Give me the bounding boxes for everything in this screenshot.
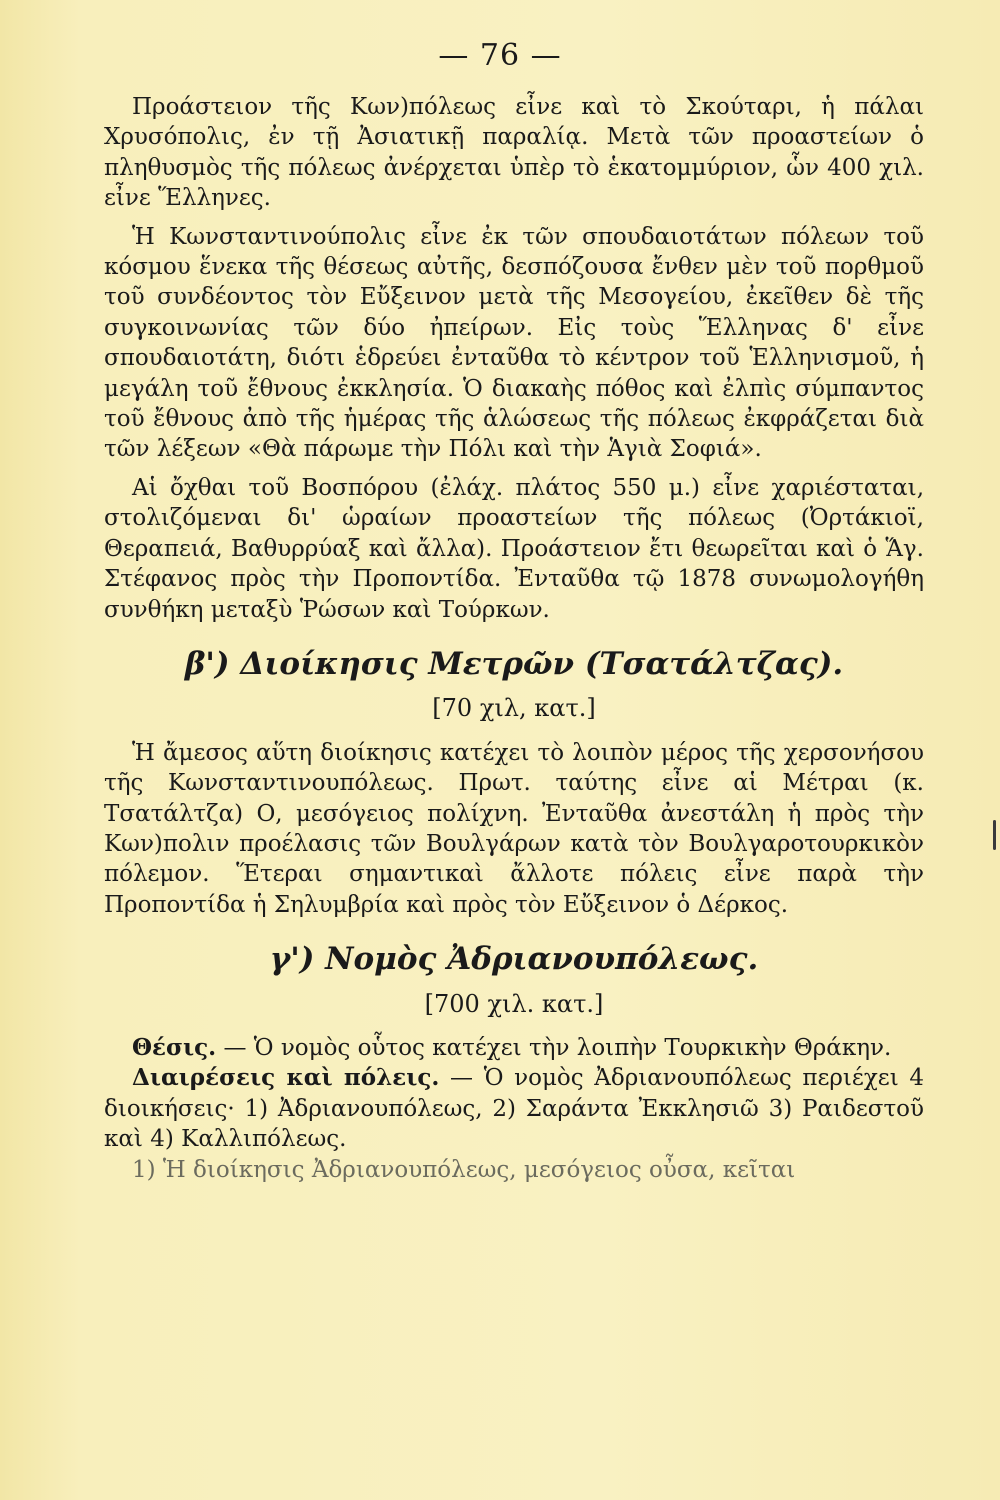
paragraph-constantinople: Ἡ Κωνσταντινούπολις εἶνε ἐκ τῶν σπουδαιοτάτων πόλεων τοῦ κόσμου ἕνεκα τῆς θέσεως αὐτῆς, δεσπόζουσα ἔνθεν μὲν τοῦ πορθμοῦ τοῦ συνδέοντος τὸν Εὔξεινον μετὰ τῆς Μεσογείου, ἐκεῖθεν δὲ τῆς συγκοινωνίας τῶν δύο ἠπείρων. Εἰς τοὺς Ἕλληνας δ' εἶνε σπουδαιοτάτη, διότι ἑδρεύει ἐνταῦθα τὸ κέντρον τοῦ Ἑλληνισμοῦ, ἡ μεγάλη τοῦ ἔθνους ἐκκλησία. Ὁ διακαὴς πόθος καὶ ἐλπὶς σύμπαντος τοῦ ἔθνους ἀπὸ τῆς ἡμέρας τῆς ἁλώσεως τῆς πόλεως ἐκφράζεται διὰ τῶν λέξεων «Θὰ πάρωμε τὴν Πόλι καὶ τὴν Ἁγιὰ Σοφιά».: [104, 223, 924, 463]
divisions-label: Διαιρέσεις καὶ πόλεις.: [132, 1064, 440, 1092]
page-content: [104, 92, 924, 1185]
paragraph-metrai: Ἡ ἄμεσος αὕτη διοίκησις κατέχει τὸ λοιπὸν μέρος τῆς χερσονήσου τῆς Κωνσταντινουπόλεως. Πρωτ. ταύτης εἶνε αἱ Μέτραι (κ. Τσατάλτζα) Ο, μεσόγειος πολίχνη. Ἐνταῦθα ἀνεστάλη ἡ πρὸς τὴν Κων)πολιν προέλασις τῶν Βουλγάρων κατὰ τὸν Βουλγαροτουρκικὸν πόλεμον. Ἕτεραι σημαντικαὶ ἄλλοτε πόλεις εἶνε παρὰ τὴν Προποντίδα ἡ Σηλυμβρία καὶ πρὸς τὸν Εὔξεινον ὁ Δέρκος.: [104, 739, 924, 918]
paragraph-thesis: [104, 1033, 924, 1063]
section-c-title: γ') Νομὸς Ἀδριανουπόλεως.: [269, 941, 759, 978]
paragraph-bosporus: Αἱ ὄχθαι τοῦ Βοσπόρου (ἐλάχ. πλάτος 550 μ.) εἶνε χαριέσταται, στολιζόμεναι δι' ὡραίων προαστείων τῆς πόλεως (Ὀρτάκιοϊ, Θεραπειά, Βαθυρρύαξ καὶ ἄλλα). Προάστειον ἔτι θεωρεῖται καὶ ὁ Ἅγ. Στέφανος πρὸς τὴν Προποντίδα. Ἐνταῦθα τῷ 1878 συνωμολογήθη συνθήκη μεταξὺ Ῥώσων καὶ Τούρκων.: [104, 474, 924, 623]
page-number: — 76 —: [438, 38, 562, 73]
divisions-text: — Ὁ νομὸς Ἀδριανουπόλεως περιέχει 4 διοικήσεις· 1) Ἀδριανουπόλεως, 2) Σαράντα Ἐκκλησιῶ 3) Ραιδεστοῦ καὶ 4) Καλλιπόλεως.: [104, 1065, 925, 1153]
thesis-label: Θέσις.: [132, 1033, 217, 1061]
section-c-subtitle: [700 χιλ. κατ.]: [424, 989, 604, 1018]
section-b-title: β') Διοίκησις Μετρῶν (Τσατάλτζας).: [184, 645, 844, 682]
thesis-text: — Ὁ νομὸς οὗτος κατέχει τὴν λοιπὴν Τουρκικὴν Θράκην.: [223, 1034, 892, 1061]
paragraph-suburbs: Προάστειον τῆς Κων)πόλεως εἶνε καὶ τὸ Σκούταρι, ἡ πάλαι Χρυσόπολις, ἐν τῇ Ἀσιατικῇ παραλίᾳ. Μετὰ τῶν προαστείων ὁ πληθυσμὸς τῆς πόλεως ἀνέρχεται ὑπὲρ τὸ ἑκατομμύριον, ὧν 400 χιλ. εἶνε Ἕλληνες.: [104, 94, 924, 212]
paragraph-divisions: [104, 1063, 924, 1154]
paragraph-last-line: 1) Ἡ διοίκησις Ἀδριανουπόλεως, μεσόγειος οὖσα, κεῖται: [132, 1156, 796, 1183]
section-b-subtitle: [70 χιλ, κατ.]: [432, 694, 596, 723]
margin-mark: [993, 820, 996, 850]
